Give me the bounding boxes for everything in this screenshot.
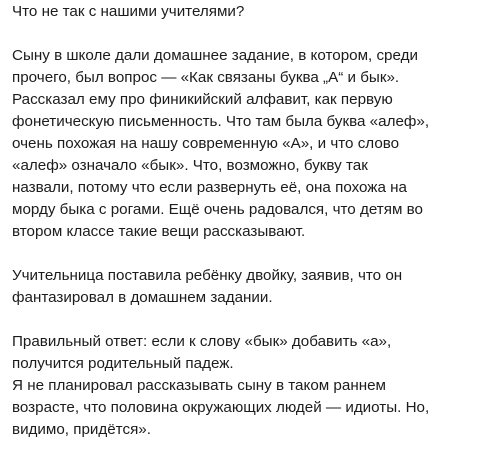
text-line: получится родительный падеж. <box>12 355 234 372</box>
text-line: морду быка с рогами. Ещё очень радовался, что детям во <box>12 201 423 218</box>
paragraph-gap <box>12 23 486 45</box>
paragraph-teacher-grade <box>12 265 486 309</box>
text-line: Правильный ответ: если к слову «бык» добавить «а», <box>12 333 392 350</box>
text-line: фантазировал в домашнем задании. <box>12 289 273 306</box>
text-line: видимо, придётся». <box>12 421 151 438</box>
text-line: втором классе такие вещи рассказывают. <box>12 223 306 240</box>
text-line: Я не планировал рассказывать сыну в таком раннем <box>12 377 386 394</box>
post-text <box>12 0 486 441</box>
text-line: возрасте, что половина окружающих людей — идиоты. Но, <box>12 399 430 416</box>
text-line: Рассказал ему про финикийский алфавит, как первую <box>12 91 393 108</box>
text-line: назвали, потому что если развернуть её, она похожа на <box>12 179 407 196</box>
text-line: очень похожая на нашу современную «А», и что слово <box>12 135 400 152</box>
paragraph-correct-answer <box>12 331 486 441</box>
text-line: Учительница поставила ребёнку двойку, заявив, что он <box>12 267 403 284</box>
paragraph-homework-story <box>12 45 486 243</box>
text-line: фонетическую письменность. Что там была буква «алеф», <box>12 113 430 130</box>
text-line: Сыну в школе дали домашнее задание, в котором, среди <box>12 47 418 64</box>
post-title: Что не так с нашими учителями? <box>12 3 245 20</box>
paragraph-gap <box>12 309 486 331</box>
text-line: «алеф» означало «бык». Что, возможно, букву так <box>12 157 368 174</box>
paragraph-gap <box>12 243 486 265</box>
text-line: прочего, был вопрос — «Как связаны буква „А“ и бык». <box>12 69 400 86</box>
